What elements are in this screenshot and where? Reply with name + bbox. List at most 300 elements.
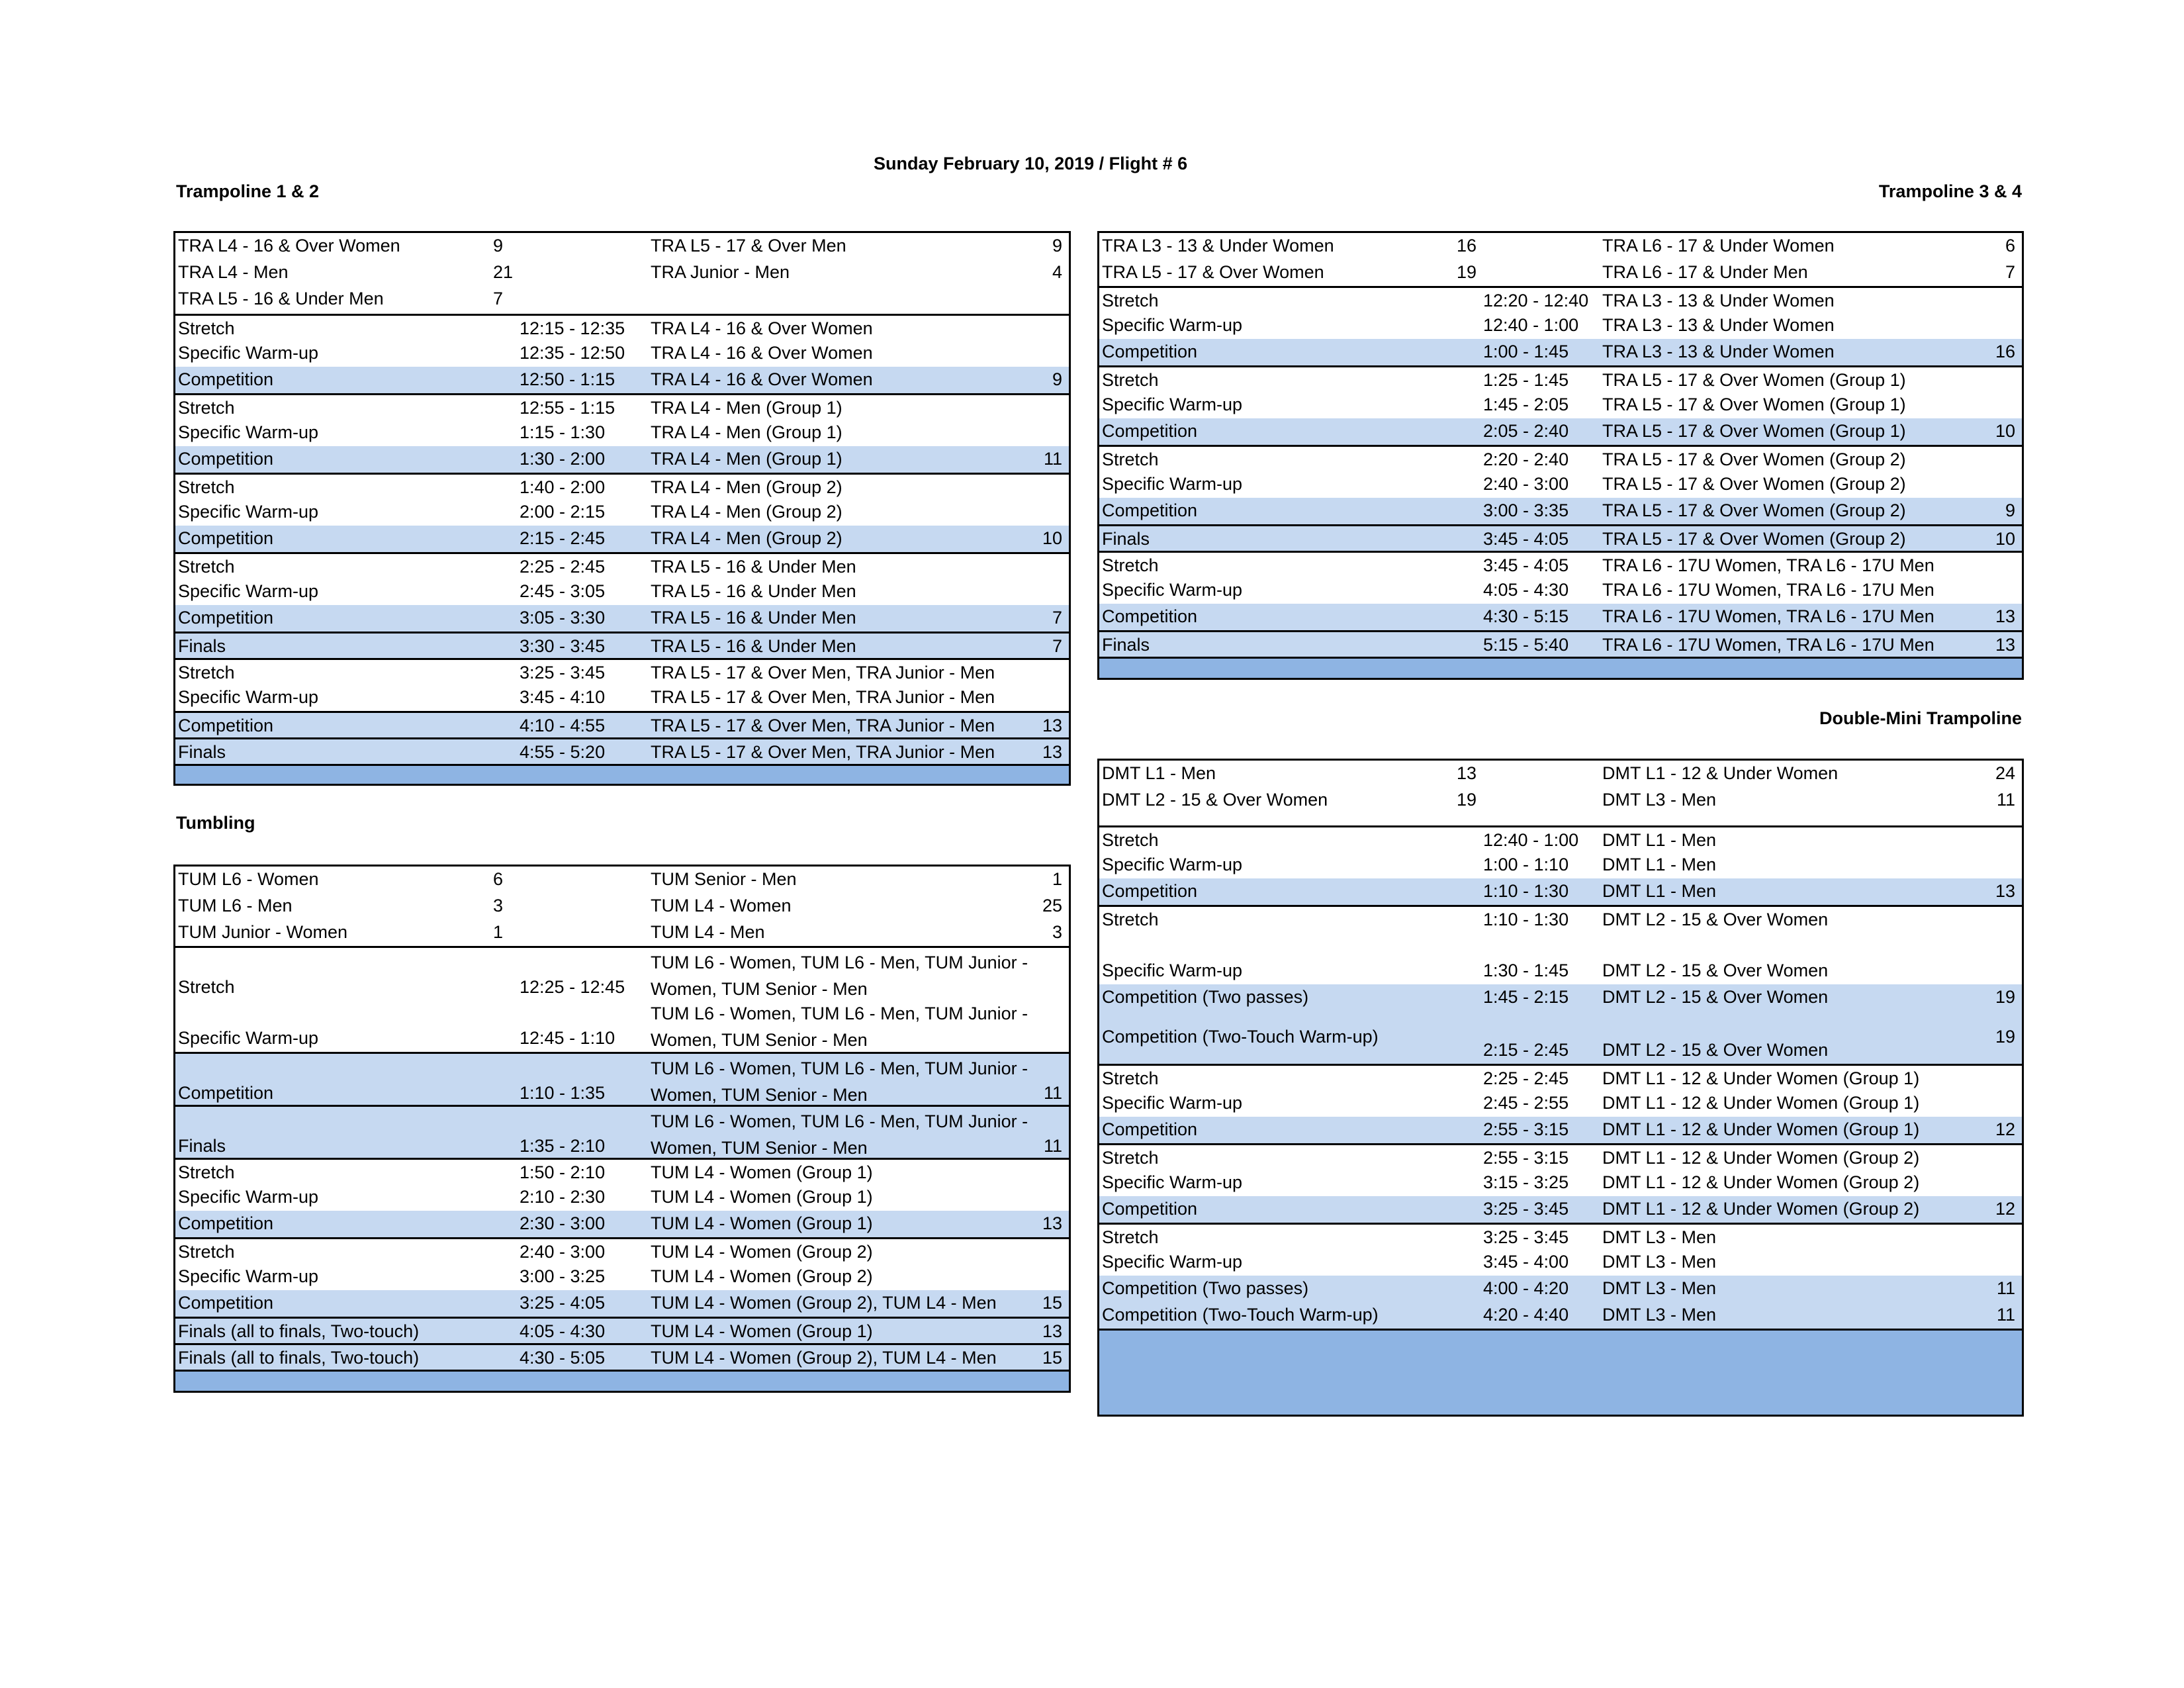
event-name: TRA L4 - 16 & Over Women	[178, 236, 400, 256]
event-name: TUM L4 - Women (Group 2), TUM L4 - Men	[651, 1348, 997, 1368]
event-name: DMT L2 - 15 & Over Women	[1602, 987, 1829, 1007]
time-slot: 5:15 - 5:40	[1483, 635, 1569, 655]
time-slot: 4:30 - 5:05	[520, 1348, 606, 1368]
schedule-row	[175, 1237, 1069, 1264]
time-slot: 2:20 - 2:40	[1483, 449, 1569, 469]
schedule-row	[175, 367, 1069, 393]
schedule-row	[175, 446, 1069, 473]
event-name: DMT L1 - Men	[1602, 830, 1717, 850]
time-slot: 1:40 - 2:00	[520, 477, 606, 497]
event-name: TRA Junior - Men	[651, 262, 790, 282]
event-name: TUM L6 - Women	[178, 869, 319, 889]
event-name: TRA L4 - Men	[178, 262, 289, 282]
schedule-row	[1099, 878, 2022, 905]
activity-label: Stretch	[1102, 291, 1159, 310]
time-slot: 12:20 - 12:40	[1483, 291, 1589, 310]
time-slot: 1:10 - 1:35	[520, 1083, 606, 1103]
schedule-row	[1099, 365, 2022, 392]
schedule-row	[1099, 1223, 2022, 1249]
activity-label: Specific Warm-up	[1102, 474, 1243, 494]
activity-label: Competition (Two passes)	[1102, 987, 1309, 1007]
activity-label: Competition	[1102, 1119, 1198, 1139]
event-name: DMT L1 - 12 & Under Women (Group 1)	[1602, 1119, 1920, 1139]
schedule-row	[1099, 445, 2022, 471]
athlete-count: 3	[493, 896, 504, 915]
time-slot: 2:55 - 3:15	[1483, 1148, 1569, 1168]
athlete-count: 3	[1052, 922, 1062, 942]
athlete-count: 11	[1043, 1083, 1062, 1103]
athlete-count: 12	[1995, 1119, 2015, 1139]
schedule-row	[175, 393, 1069, 420]
schedule-row	[175, 605, 1069, 632]
schedule-row	[175, 473, 1069, 499]
header-row	[175, 286, 1069, 314]
schedule-row	[1099, 392, 2022, 418]
event-name: DMT L1 - 12 & Under Women (Group 2)	[1602, 1172, 1920, 1192]
schedule-row	[1099, 577, 2022, 604]
schedule-row	[175, 711, 1069, 737]
event-name: TRA L5 - 17 & Over Women (Group 2)	[1602, 500, 1906, 520]
schedule-row	[1099, 1064, 2022, 1090]
time-slot: 4:20 - 4:40	[1483, 1305, 1569, 1325]
activity-label: Competition	[178, 528, 274, 548]
athlete-count: 13	[1042, 1213, 1062, 1233]
event-name: TUM L4 - Women (Group 1)	[651, 1162, 873, 1182]
schedule-row	[175, 1158, 1069, 1184]
time-slot: 3:45 - 4:10	[520, 687, 606, 707]
time-slot: 12:25 - 12:45	[520, 977, 625, 997]
schedule-row	[1099, 825, 2022, 852]
header-row	[175, 233, 1069, 259]
activity-label: Specific Warm-up	[1102, 395, 1243, 414]
event-name: DMT L2 - 15 & Over Women	[1602, 961, 1829, 980]
schedule-row	[1099, 339, 2022, 365]
time-slot: 12:40 - 1:00	[1483, 830, 1579, 850]
activity-label: Specific Warm-up	[178, 343, 319, 363]
schedule-row	[1099, 524, 2022, 551]
schedule-row	[175, 658, 1069, 684]
event-name: TRA L3 - 13 & Under Women	[1102, 236, 1334, 256]
activity-label: Stretch	[178, 663, 235, 682]
athlete-count: 19	[1995, 987, 2015, 1007]
bottom-band	[1099, 657, 2022, 678]
event-name: TUM L4 - Women (Group 1)	[651, 1213, 873, 1233]
event-name: TUM L6 - Men	[178, 896, 293, 915]
schedule-row	[1099, 312, 2022, 339]
athlete-count: 13	[1995, 635, 2015, 655]
athlete-count: 1	[1052, 869, 1062, 889]
event-name: DMT L2 - 15 & Over Women	[1602, 1040, 1829, 1060]
schedule-row	[1099, 1302, 2022, 1329]
time-slot: 3:25 - 3:45	[1483, 1199, 1569, 1219]
athlete-count: 9	[1052, 236, 1062, 256]
athlete-count: 11	[1043, 449, 1062, 469]
time-slot: 3:25 - 3:45	[1483, 1227, 1569, 1247]
time-slot: 12:15 - 12:35	[520, 318, 625, 338]
time-slot: 3:05 - 3:30	[520, 608, 606, 628]
header-row	[1099, 787, 2022, 825]
event-name: TRA L4 - Men (Group 2)	[651, 477, 842, 497]
schedule-row	[1099, 471, 2022, 498]
activity-label: Competition	[1102, 342, 1198, 361]
schedule-row	[1099, 1196, 2022, 1223]
header-row	[175, 259, 1069, 286]
schedule-row	[175, 946, 1069, 999]
activity-label: Finals	[1102, 529, 1150, 549]
athlete-count: 1	[493, 922, 504, 942]
activity-label: Specific Warm-up	[178, 1187, 319, 1207]
time-slot: 3:45 - 4:00	[1483, 1252, 1569, 1272]
schedule-row	[1099, 551, 2022, 577]
event-name: TRA L5 - 16 & Under Men	[651, 557, 856, 577]
activity-label: Competition	[1102, 606, 1198, 626]
schedule-row	[175, 1184, 1069, 1211]
event-name: DMT L1 - Men	[1102, 763, 1216, 783]
event-name: TUM L4 - Women (Group 2), TUM L4 - Men	[651, 1293, 997, 1313]
event-name: TRA L5 - 17 & Over Men, TRA Junior - Men	[651, 663, 995, 682]
time-slot: 2:10 - 2:30	[520, 1187, 606, 1207]
bottom-band	[1099, 1329, 2022, 1415]
time-slot: 3:15 - 3:25	[1483, 1172, 1569, 1192]
schedule-row	[175, 999, 1069, 1052]
athlete-count: 7	[1052, 608, 1062, 628]
activity-label: Finals	[178, 1136, 226, 1156]
athlete-count: 10	[1995, 529, 2015, 549]
athlete-count: 6	[493, 869, 504, 889]
schedule-row	[1099, 1249, 2022, 1276]
event-name: TUM Junior - Women	[178, 922, 348, 942]
athlete-count: 24	[1995, 763, 2015, 783]
athlete-count: 16	[1995, 342, 2015, 361]
schedule-row	[1099, 1276, 2022, 1302]
activity-label: Stretch	[178, 557, 235, 577]
athlete-count: 4	[1052, 262, 1062, 282]
time-slot: 3:25 - 4:05	[520, 1293, 606, 1313]
athlete-count: 9	[493, 236, 504, 256]
event-name: DMT L1 - Men	[1602, 855, 1717, 874]
event-name: TRA L4 - 16 & Over Women	[651, 318, 873, 338]
schedule-row	[175, 632, 1069, 658]
heading-tumbling: Tumbling	[176, 813, 255, 833]
athlete-count: 11	[1996, 1278, 2015, 1298]
event-name: TRA L4 - Men (Group 1)	[651, 449, 842, 469]
activity-label: Competition	[1102, 881, 1198, 901]
athlete-count: 15	[1042, 1293, 1062, 1313]
athlete-count: 19	[1457, 262, 1477, 282]
athlete-count: 7	[493, 289, 504, 308]
event-name: TRA L5 - 17 & Over Women (Group 1)	[1602, 395, 1906, 414]
event-name: DMT L2 - 15 & Over Women	[1102, 790, 1328, 810]
activity-label: Competition	[1102, 421, 1198, 441]
schedule-row	[1099, 1011, 2022, 1064]
time-slot: 3:30 - 3:45	[520, 636, 606, 656]
schedule-row	[175, 737, 1069, 764]
schedule-row	[1099, 931, 2022, 984]
schedule-row	[1099, 984, 2022, 1011]
time-slot: 1:30 - 2:00	[520, 449, 606, 469]
athlete-count: 12	[1995, 1199, 2015, 1219]
event-name: TRA L6 - 17 & Under Men	[1602, 262, 1808, 282]
activity-label: Stretch	[1102, 370, 1159, 390]
time-slot: 1:35 - 2:10	[520, 1136, 606, 1156]
athlete-count: 7	[1052, 636, 1062, 656]
header-row	[1099, 233, 2022, 259]
event-name: TRA L5 - 17 & Over Men, TRA Junior - Men	[651, 716, 995, 735]
header-row	[1099, 259, 2022, 286]
time-slot: 2:40 - 3:00	[520, 1242, 606, 1262]
schedule-row	[1099, 1170, 2022, 1196]
event-name: DMT L1 - 12 & Under Women (Group 2)	[1602, 1148, 1920, 1168]
activity-label: Specific Warm-up	[178, 581, 319, 601]
event-name: TUM L6 - Women, TUM L6 - Men, TUM Junior - Women, TUM Senior - Men	[651, 1004, 1028, 1050]
activity-label: Stretch	[178, 1242, 235, 1262]
schedule-row	[175, 1264, 1069, 1290]
activity-label: Specific Warm-up	[178, 687, 319, 707]
activity-label: Finals	[1102, 635, 1150, 655]
activity-label: Stretch	[1102, 830, 1159, 850]
schedule-row	[175, 1343, 1069, 1370]
event-name: TRA L4 - Men (Group 2)	[651, 528, 842, 548]
time-slot: 2:45 - 3:05	[520, 581, 606, 601]
bottom-band	[175, 1370, 1069, 1391]
activity-label: Finals (all to finals, Two-touch)	[178, 1348, 420, 1368]
schedule-row	[175, 340, 1069, 367]
event-name: TUM L4 - Women (Group 1)	[651, 1187, 873, 1207]
event-name: TRA L5 - 17 & Over Men	[651, 236, 846, 256]
activity-label: Specific Warm-up	[1102, 855, 1243, 874]
event-name: TRA L6 - 17U Women, TRA L6 - 17U Men	[1602, 606, 1934, 626]
activity-label: Finals	[178, 636, 226, 656]
time-slot: 2:25 - 2:45	[1483, 1068, 1569, 1088]
activity-label: Specific Warm-up	[1102, 1172, 1243, 1192]
heading-trampoline-1-2: Trampoline 1 & 2	[176, 181, 320, 201]
time-slot: 2:15 - 2:45	[520, 528, 606, 548]
schedule-row	[175, 1105, 1069, 1158]
activity-label: Specific Warm-up	[1102, 315, 1243, 335]
athlete-count: 11	[1043, 1136, 1062, 1156]
time-slot: 4:00 - 4:20	[1483, 1278, 1569, 1298]
activity-label: Competition	[178, 716, 274, 735]
event-name: TRA L4 - Men (Group 1)	[651, 422, 842, 442]
athlete-count: 10	[1995, 421, 2015, 441]
event-name: TRA L4 - Men (Group 1)	[651, 398, 842, 418]
activity-label: Stretch	[1102, 1068, 1159, 1088]
activity-label: Competition	[178, 1083, 274, 1103]
header-row	[175, 867, 1069, 893]
schedule-row	[175, 1317, 1069, 1343]
event-name: TRA L6 - 17U Women, TRA L6 - 17U Men	[1602, 555, 1934, 575]
activity-label: Competition	[178, 369, 274, 389]
header-row	[1099, 761, 2022, 787]
time-slot: 3:00 - 3:35	[1483, 500, 1569, 520]
athlete-count: 13	[1995, 881, 2015, 901]
athlete-count: 25	[1042, 896, 1062, 915]
event-name: TUM L6 - Women, TUM L6 - Men, TUM Junior - Women, TUM Senior - Men	[651, 1058, 1028, 1105]
event-name: TUM L6 - Women, TUM L6 - Men, TUM Junior - Women, TUM Senior - Men	[651, 1111, 1028, 1158]
athlete-count: 19	[1995, 1027, 2015, 1047]
athlete-count: 16	[1457, 236, 1477, 256]
athlete-count: 19	[1457, 790, 1477, 810]
schedule-row	[175, 314, 1069, 340]
event-name: TRA L5 - 17 & Over Women (Group 1)	[1602, 370, 1906, 390]
event-name: DMT L3 - Men	[1602, 790, 1717, 810]
schedule-row	[175, 499, 1069, 526]
time-slot: 3:25 - 3:45	[520, 663, 606, 682]
activity-label: Specific Warm-up	[1102, 961, 1243, 980]
time-slot: 4:30 - 5:15	[1483, 606, 1569, 626]
event-name: TRA L3 - 13 & Under Women	[1602, 342, 1835, 361]
event-name: TRA L5 - 16 & Under Men	[651, 608, 856, 628]
activity-label: Stretch	[1102, 910, 1159, 929]
event-name: DMT L3 - Men	[1602, 1278, 1717, 1298]
activity-label: Competition	[178, 1293, 274, 1313]
schedule-row	[175, 552, 1069, 579]
athlete-count: 7	[2005, 262, 2015, 282]
athlete-count: 13	[1457, 763, 1477, 783]
athlete-count: 10	[1042, 528, 1062, 548]
schedule-row	[1099, 498, 2022, 524]
activity-label: Specific Warm-up	[1102, 1252, 1243, 1272]
time-slot: 3:45 - 4:05	[1483, 529, 1569, 549]
event-name: TRA L4 - Men (Group 2)	[651, 502, 842, 522]
time-slot: 1:50 - 2:10	[520, 1162, 606, 1182]
activity-label: Stretch	[178, 977, 235, 997]
event-name: TRA L5 - 17 & Over Women (Group 1)	[1602, 421, 1906, 441]
activity-label: Competition	[1102, 500, 1198, 520]
event-name: TRA L4 - 16 & Over Women	[651, 343, 873, 363]
time-slot: 12:45 - 1:10	[520, 1028, 615, 1048]
schedule-row	[1099, 905, 2022, 931]
event-name: TRA L5 - 16 & Under Men	[178, 289, 384, 308]
athlete-count: 13	[1995, 606, 2015, 626]
time-slot: 12:35 - 12:50	[520, 343, 625, 363]
event-name: TUM L4 - Women (Group 2)	[651, 1242, 873, 1262]
event-name: TUM L4 - Men	[651, 922, 765, 942]
schedule-row	[175, 1290, 1069, 1317]
activity-label: Specific Warm-up	[1102, 580, 1243, 600]
time-slot: 1:10 - 1:30	[1483, 881, 1569, 901]
schedule-row	[1099, 418, 2022, 445]
athlete-count: 13	[1042, 716, 1062, 735]
double-mini-trampoline-table	[1097, 759, 2024, 1417]
activity-label: Stretch	[178, 318, 235, 338]
time-slot: 2:00 - 2:15	[520, 502, 606, 522]
event-name: TRA L5 - 17 & Over Women (Group 2)	[1602, 474, 1906, 494]
event-name: DMT L1 - 12 & Under Women (Group 1)	[1602, 1068, 1920, 1088]
event-name: DMT L1 - 12 & Under Women	[1602, 763, 1839, 783]
activity-label: Stretch	[178, 1162, 235, 1182]
event-name: TRA L6 - 17U Women, TRA L6 - 17U Men	[1602, 580, 1934, 600]
header-row	[175, 893, 1069, 919]
event-name: TRA L6 - 17 & Under Women	[1602, 236, 1835, 256]
athlete-count: 6	[2005, 236, 2015, 256]
bottom-band	[175, 764, 1069, 784]
schedule-row	[175, 420, 1069, 446]
event-name: DMT L1 - 12 & Under Women (Group 2)	[1602, 1199, 1920, 1219]
event-name: DMT L1 - 12 & Under Women (Group 1)	[1602, 1093, 1920, 1113]
activity-label: Stretch	[178, 477, 235, 497]
time-slot: 1:25 - 1:45	[1483, 370, 1569, 390]
event-name: TRA L6 - 17U Women, TRA L6 - 17U Men	[1602, 635, 1934, 655]
schedule-row	[1099, 1117, 2022, 1143]
activity-label: Finals	[178, 742, 226, 762]
activity-label: Finals (all to finals, Two-touch)	[178, 1321, 420, 1341]
activity-label: Competition	[1102, 1199, 1198, 1219]
time-slot: 2:45 - 2:55	[1483, 1093, 1569, 1113]
time-slot: 4:05 - 4:30	[1483, 580, 1569, 600]
time-slot: 2:55 - 3:15	[1483, 1119, 1569, 1139]
activity-label: Stretch	[1102, 1148, 1159, 1168]
schedule-row	[1099, 852, 2022, 878]
time-slot: 2:15 - 2:45	[1483, 1040, 1569, 1060]
heading-trampoline-3-4: Trampoline 3 & 4	[1878, 181, 2022, 201]
athlete-count: 11	[1996, 790, 2015, 810]
time-slot: 2:25 - 2:45	[520, 557, 606, 577]
athlete-count: 21	[493, 262, 514, 282]
time-slot: 1:30 - 1:45	[1483, 961, 1569, 980]
time-slot: 12:40 - 1:00	[1483, 315, 1579, 335]
activity-label: Stretch	[178, 398, 235, 418]
activity-label: Stretch	[1102, 1227, 1159, 1247]
schedule-row	[1099, 630, 2022, 657]
time-slot: 4:10 - 4:55	[520, 716, 606, 735]
event-name: TRA L5 - 17 & Over Men, TRA Junior - Men	[651, 687, 995, 707]
athlete-count: 11	[1996, 1305, 2015, 1325]
time-slot: 12:55 - 1:15	[520, 398, 615, 418]
trampoline-1-2-table	[173, 231, 1071, 786]
activity-label: Stretch	[1102, 555, 1159, 575]
time-slot: 3:00 - 3:25	[520, 1266, 606, 1286]
event-name: TRA L5 - 16 & Under Men	[651, 636, 856, 656]
time-slot: 2:30 - 3:00	[520, 1213, 606, 1233]
activity-label: Competition (Two-Touch Warm-up)	[1102, 1305, 1379, 1325]
time-slot: 1:10 - 1:30	[1483, 910, 1569, 929]
event-name: TRA L4 - 16 & Over Women	[651, 369, 873, 389]
activity-label: Specific Warm-up	[178, 422, 319, 442]
event-name: TRA L3 - 13 & Under Women	[1602, 291, 1835, 310]
activity-label: Specific Warm-up	[178, 1266, 319, 1286]
athlete-count: 9	[1052, 369, 1062, 389]
athlete-count: 9	[2005, 500, 2015, 520]
schedule-row	[1099, 286, 2022, 312]
event-name: TRA L5 - 17 & Over Men, TRA Junior - Men	[651, 742, 995, 762]
activity-label: Stretch	[1102, 449, 1159, 469]
event-name: TUM L6 - Women, TUM L6 - Men, TUM Junior - Women, TUM Senior - Men	[651, 953, 1028, 999]
event-name: DMT L3 - Men	[1602, 1252, 1717, 1272]
time-slot: 3:45 - 4:05	[1483, 555, 1569, 575]
time-slot: 1:15 - 1:30	[520, 422, 606, 442]
event-name: TRA L3 - 13 & Under Women	[1602, 315, 1835, 335]
time-slot: 4:05 - 4:30	[520, 1321, 606, 1341]
activity-label: Competition (Two passes)	[1102, 1278, 1309, 1298]
activity-label: Competition	[178, 449, 274, 469]
activity-label: Competition	[178, 1213, 274, 1233]
time-slot: 1:45 - 2:05	[1483, 395, 1569, 414]
athlete-count: 15	[1042, 1348, 1062, 1368]
schedule-row	[175, 526, 1069, 552]
time-slot: 2:05 - 2:40	[1483, 421, 1569, 441]
event-name: TRA L5 - 17 & Over Women	[1102, 262, 1324, 282]
event-name: TUM L4 - Women (Group 2)	[651, 1266, 873, 1286]
event-name: DMT L3 - Men	[1602, 1227, 1717, 1247]
time-slot: 1:00 - 1:10	[1483, 855, 1569, 874]
activity-label: Competition (Two-Touch Warm-up)	[1102, 1027, 1379, 1047]
event-name: DMT L3 - Men	[1602, 1305, 1717, 1325]
activity-label: Specific Warm-up	[178, 1028, 319, 1048]
heading-double-mini-trampoline: Double-Mini Trampoline	[1819, 708, 2022, 728]
time-slot: 1:45 - 2:15	[1483, 987, 1569, 1007]
athlete-count: 13	[1042, 742, 1062, 762]
